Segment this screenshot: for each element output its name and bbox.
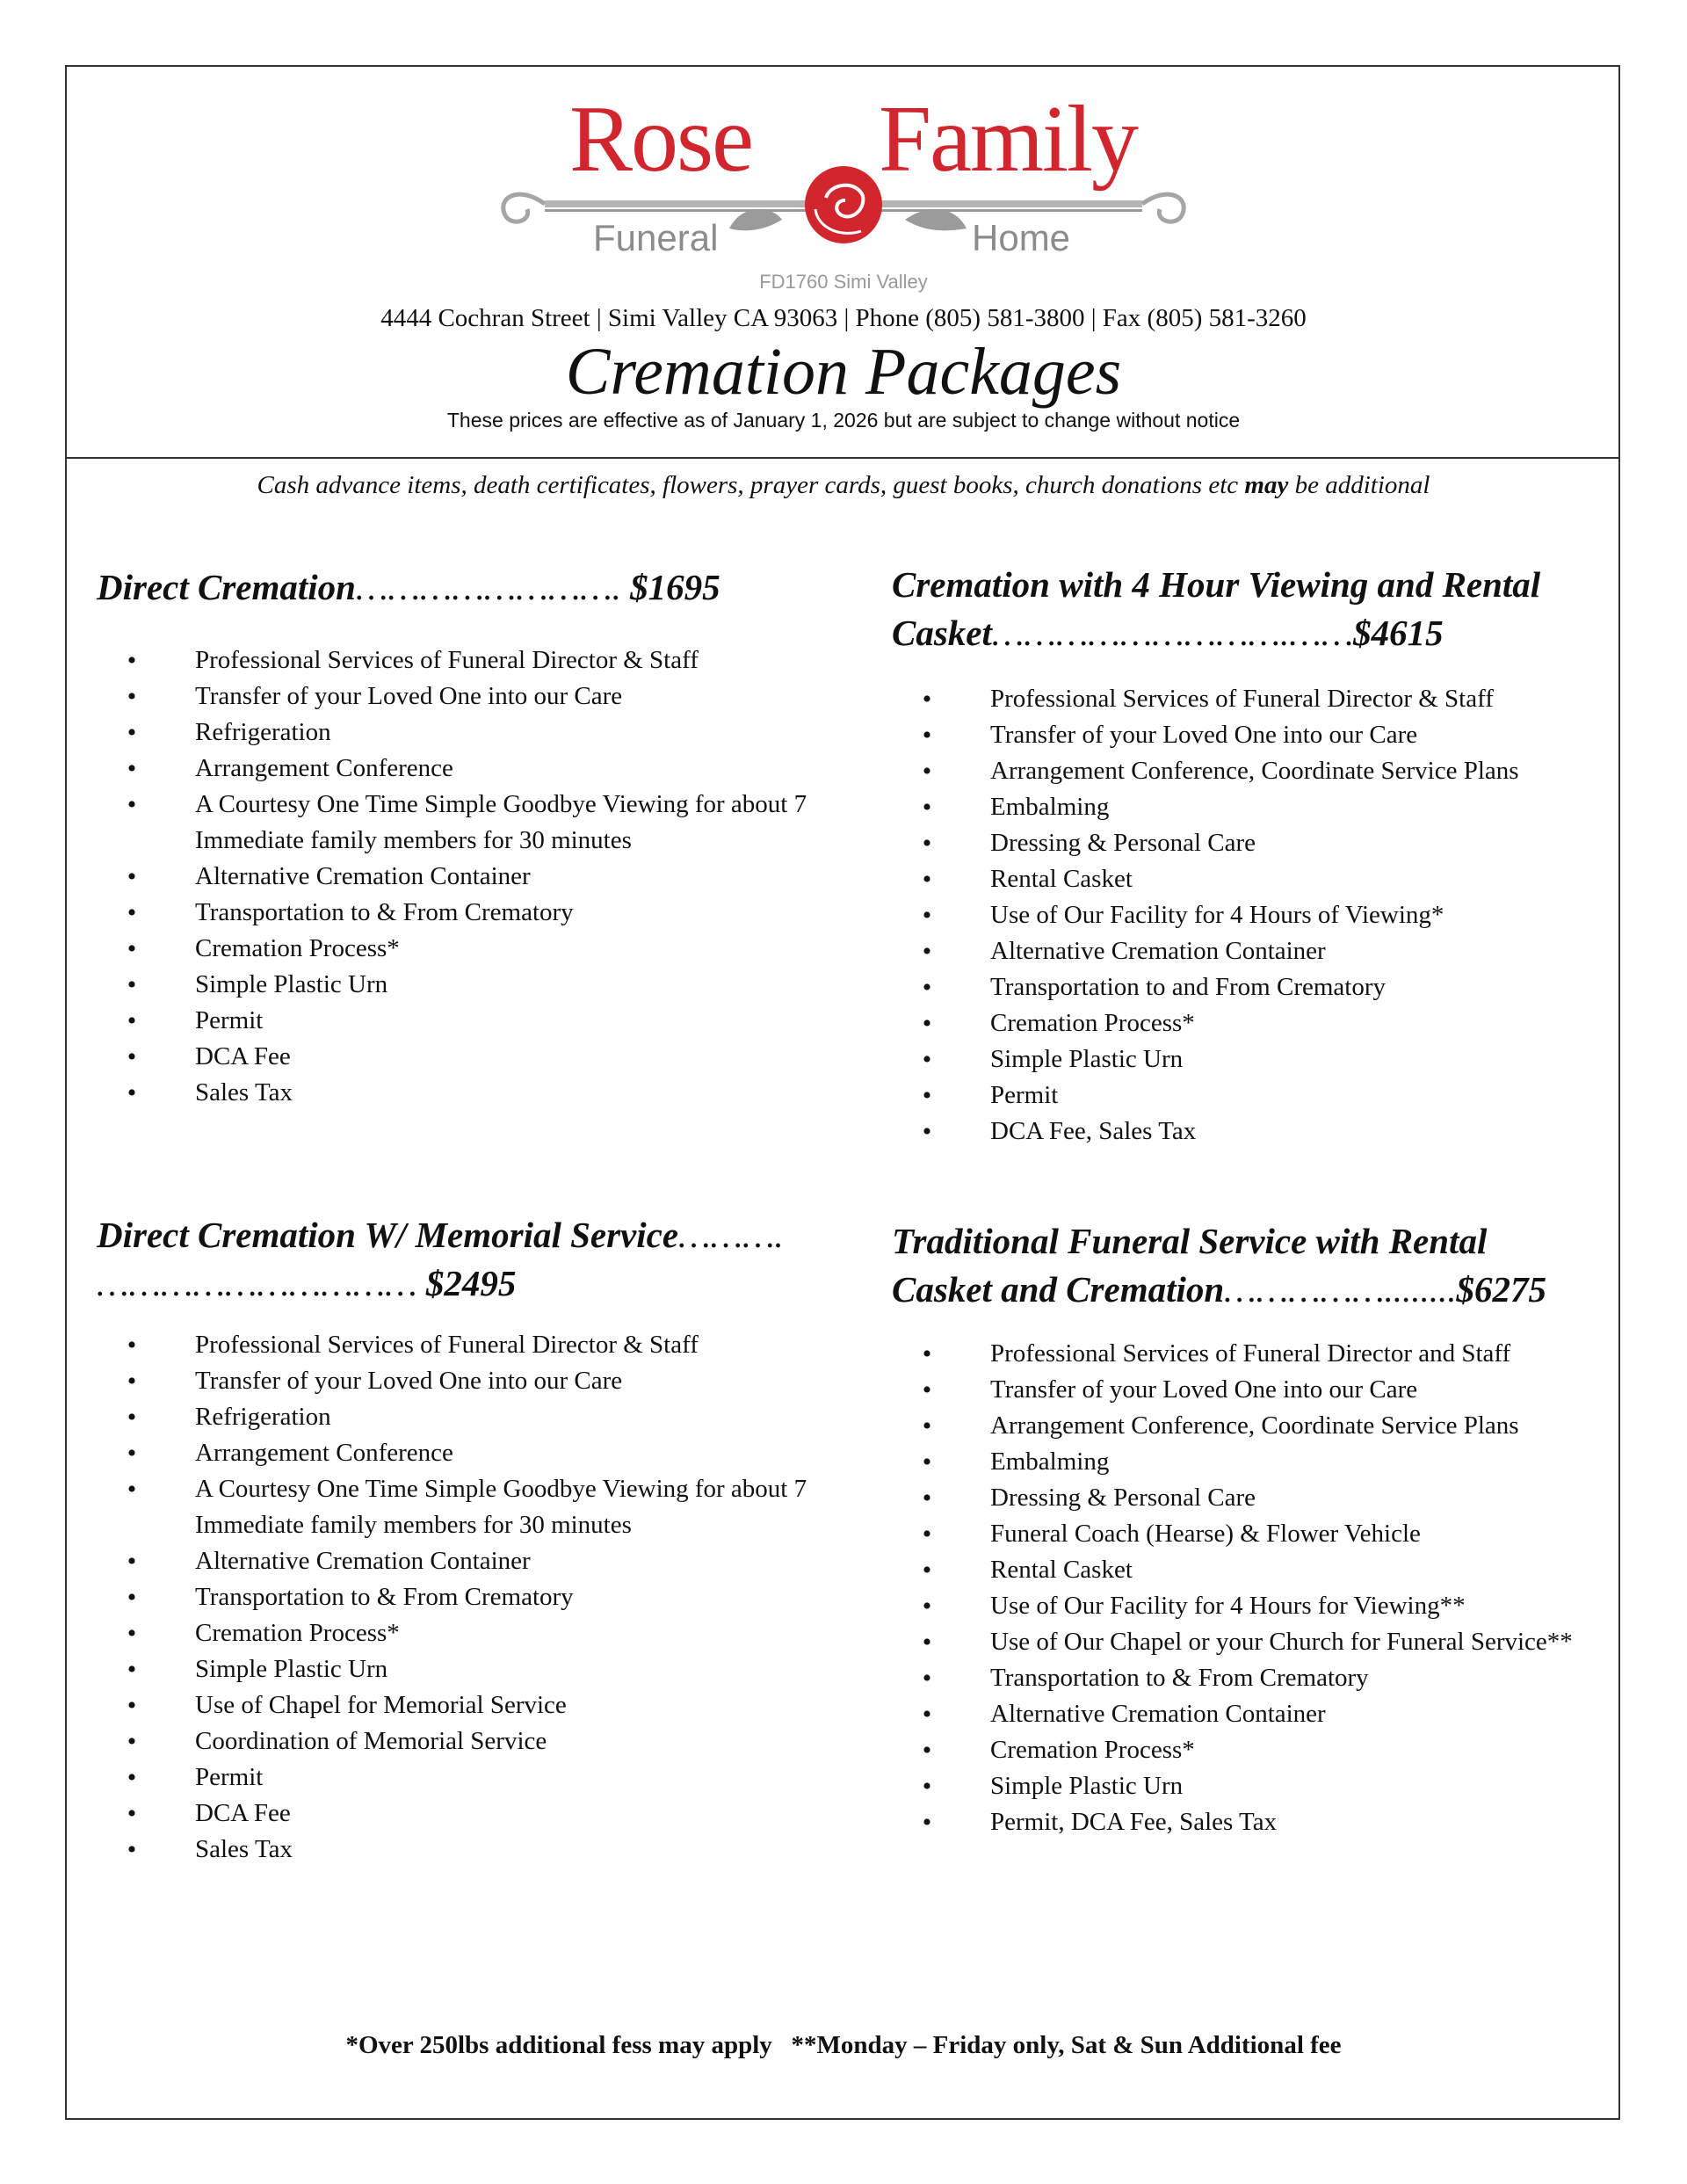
list-item: • Use of Our Facility for 4 Hours for Viewing** bbox=[892, 1588, 1595, 1624]
package-items bbox=[892, 1336, 1595, 1840]
package-name: Cremation with 4 Hour Viewing and Rental Casket bbox=[892, 564, 1541, 653]
list-item: • Simple Plastic Urn bbox=[97, 967, 817, 1003]
brand-name-right: Family bbox=[879, 87, 1138, 192]
brand-sub-left: Funeral bbox=[593, 217, 719, 258]
list-item: • Permit bbox=[892, 1077, 1595, 1114]
list-item: • Alternative Cremation Container bbox=[97, 1543, 817, 1579]
package-title bbox=[892, 561, 1595, 657]
package-title bbox=[97, 1211, 817, 1308]
list-item: • Transportation to & From Crematory bbox=[892, 1660, 1595, 1696]
package-cremation-with-viewing bbox=[892, 561, 1595, 1150]
package-name: Traditional Funeral Service with Rental Casket and Cremation bbox=[892, 1221, 1488, 1310]
list-item: • Dressing & Personal Care bbox=[892, 1480, 1595, 1516]
list-item: • Simple Plastic Urn bbox=[97, 1651, 817, 1687]
notice-text: Cash advance items, death certificates, flowers, prayer cards, guest books, church donations etc bbox=[257, 471, 1245, 499]
package-price: $2495 bbox=[416, 1263, 517, 1303]
list-item: • Alternative Cremation Container bbox=[892, 933, 1595, 969]
list-item: • Transportation to and From Crematory bbox=[892, 969, 1595, 1005]
list-item: • Sales Tax bbox=[97, 1832, 817, 1868]
package-name: Direct Cremation bbox=[97, 567, 356, 607]
package-title bbox=[892, 1217, 1595, 1314]
list-item: • Transfer of your Loved One into our Care bbox=[892, 717, 1595, 753]
list-item: • DCA Fee, Sales Tax bbox=[892, 1114, 1595, 1150]
package-price: $1695 bbox=[620, 567, 720, 607]
license-number: FD1760 Simi Valley bbox=[759, 271, 928, 293]
list-item: • DCA Fee bbox=[97, 1796, 817, 1832]
brand-sub-right: Home bbox=[972, 217, 1071, 258]
package-items bbox=[97, 642, 817, 1111]
list-item: • Arrangement Conference, Coordinate Service Plans bbox=[892, 1408, 1595, 1444]
leader-dots: ……………………….…… bbox=[991, 613, 1354, 653]
list-item: • Cremation Process* bbox=[892, 1732, 1595, 1768]
list-item: • Coordination of Memorial Service bbox=[97, 1723, 817, 1760]
list-item: • Transportation to & From Crematory bbox=[97, 1579, 817, 1615]
package-price: $6275 bbox=[1456, 1269, 1546, 1310]
list-item: • Embalming bbox=[892, 1444, 1595, 1480]
list-item: • A Courtesy One Time Simple Goodbye Viewing for about 7 Immediate family members for 30 minutes bbox=[97, 1471, 817, 1543]
list-item: • Simple Plastic Urn bbox=[892, 1768, 1595, 1804]
notice-text-end: be additional bbox=[1288, 471, 1430, 499]
list-item: • Rental Casket bbox=[892, 1552, 1595, 1588]
list-item: • Funeral Coach (Hearse) & Flower Vehicle bbox=[892, 1516, 1595, 1552]
list-item: • Refrigeration bbox=[97, 715, 817, 751]
list-item: • A Courtesy One Time Simple Goodbye Viewing for about 7 Immediate family members for 30 minutes bbox=[97, 787, 817, 859]
contact-address: 4444 Cochran Street | Simi Valley CA 93063 | Phone (805) 581-3800 | Fax (805) 581-3260 bbox=[380, 304, 1307, 332]
package-name: Direct Cremation W/ Memorial Service bbox=[97, 1215, 679, 1255]
list-item: • Arrangement Conference, Coordinate Service Plans bbox=[892, 753, 1595, 789]
list-item: • Transfer of your Loved One into our Care bbox=[97, 678, 817, 715]
list-item: • Alternative Cremation Container bbox=[97, 859, 817, 895]
list-item: • Simple Plastic Urn bbox=[892, 1041, 1595, 1077]
notice-emphasis: may bbox=[1244, 471, 1289, 499]
package-items bbox=[892, 681, 1595, 1150]
header-divider bbox=[65, 457, 1620, 459]
list-item: • Use of Our Facility for 4 Hours of Viewing* bbox=[892, 897, 1595, 933]
package-direct-cremation bbox=[97, 563, 817, 1111]
list-item: • Arrangement Conference bbox=[97, 1435, 817, 1471]
list-item: • Sales Tax bbox=[97, 1075, 817, 1111]
package-price: $4615 bbox=[1353, 613, 1444, 653]
package-direct-cremation-memorial bbox=[97, 1211, 817, 1868]
brand-name-left: Rose bbox=[569, 87, 752, 192]
leader-dots: ………. ………………………… bbox=[97, 1215, 784, 1303]
list-item: • Arrangement Conference bbox=[97, 751, 817, 787]
brand-logo bbox=[492, 87, 1195, 303]
list-item: • Embalming bbox=[892, 789, 1595, 825]
package-items bbox=[97, 1327, 817, 1868]
package-title bbox=[97, 563, 817, 612]
list-item: • Permit bbox=[97, 1760, 817, 1796]
list-item: • Rental Casket bbox=[892, 861, 1595, 897]
list-item: • Transfer of your Loved One into our Care bbox=[97, 1363, 817, 1399]
list-item: • Permit, DCA Fee, Sales Tax bbox=[892, 1804, 1595, 1840]
list-item: • Professional Services of Funeral Director & Staff bbox=[97, 642, 817, 678]
list-item: • Cremation Process* bbox=[97, 931, 817, 967]
list-item: • Refrigeration bbox=[97, 1399, 817, 1435]
list-item: • Use of Our Chapel or your Church for Funeral Service** bbox=[892, 1624, 1595, 1660]
leader-dots: ……………........ bbox=[1224, 1269, 1457, 1310]
list-item: • Alternative Cremation Container bbox=[892, 1696, 1595, 1732]
page-title: Cremation Packages bbox=[565, 335, 1122, 409]
footer-note: *Over 250lbs additional fess may apply **Monday – Friday only, Sat & Sun Additional fee bbox=[345, 2031, 1342, 2059]
list-item: • Cremation Process* bbox=[97, 1615, 817, 1651]
leader-dots: ……………………. bbox=[355, 567, 621, 607]
list-item: • Transfer of your Loved One into our Care bbox=[892, 1372, 1595, 1408]
list-item: • Professional Services of Funeral Director and Staff bbox=[892, 1336, 1595, 1372]
list-item: • Cremation Process* bbox=[892, 1005, 1595, 1041]
package-traditional-funeral bbox=[892, 1217, 1595, 1840]
list-item: • Dressing & Personal Care bbox=[892, 825, 1595, 861]
list-item: • Use of Chapel for Memorial Service bbox=[97, 1687, 817, 1723]
cash-advance-notice bbox=[0, 470, 1687, 501]
list-item: • DCA Fee bbox=[97, 1039, 817, 1075]
effective-date-note: These prices are effective as of January 1, 2026 but are subject to change without notice bbox=[446, 409, 1241, 432]
list-item: • Professional Services of Funeral Director & Staff bbox=[97, 1327, 817, 1363]
list-item: • Professional Services of Funeral Director & Staff bbox=[892, 681, 1595, 717]
list-item: • Transportation to & From Crematory bbox=[97, 895, 817, 931]
list-item: • Permit bbox=[97, 1003, 817, 1039]
